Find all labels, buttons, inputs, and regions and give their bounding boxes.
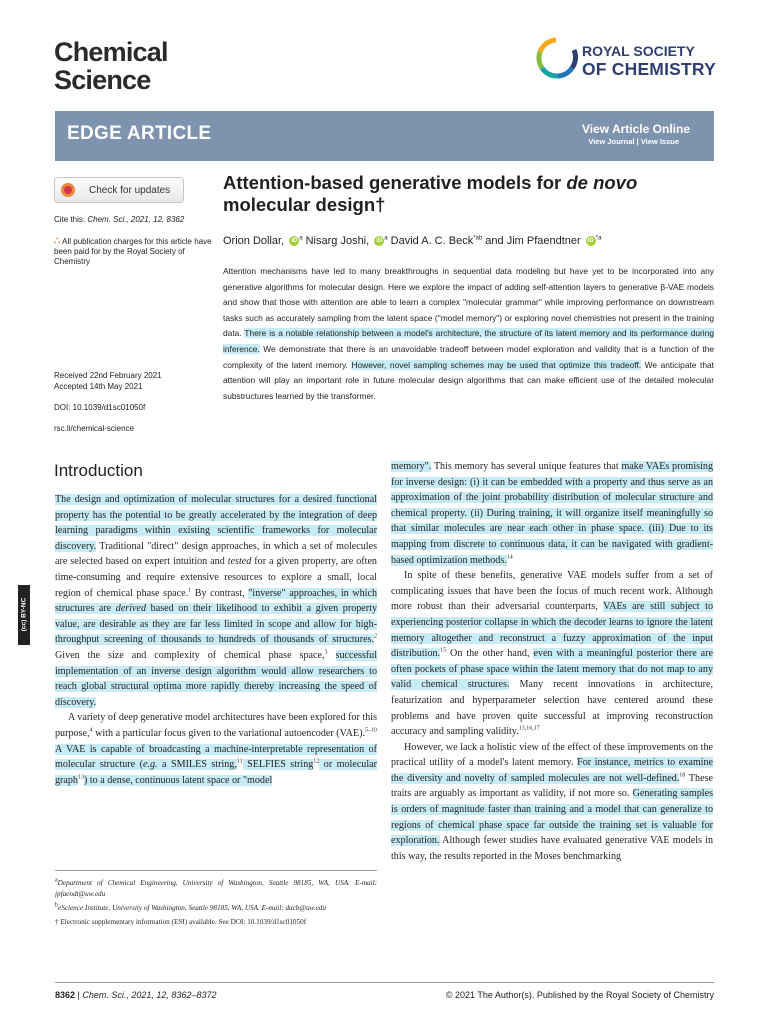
- cite-prefix: Cite this:: [54, 215, 88, 224]
- citation-ref[interactable]: 4: [89, 727, 93, 734]
- citation-ref[interactable]: 11: [236, 758, 243, 765]
- body-text: Given the size and complexity of chemical phase space,: [55, 649, 325, 661]
- article-title: [223, 172, 693, 216]
- highlight: SELFIES string: [242, 759, 314, 771]
- paragraph: [55, 710, 377, 788]
- footnote-text: Department of Chemical Engineering, University of Washington, Seattle 98185, WA, USA. E-mail: jpfaendt@uw.edu: [55, 879, 377, 898]
- citation-ref[interactable]: 2: [374, 633, 377, 640]
- body-text: Although fewer studies have evaluated generative VAE models in this way, the results reported in the Moses benchmarking: [391, 835, 713, 862]
- abstract-highlight: There is a notable relationship between a model's architecture, the structure of its latent memory and its performance during inference.: [223, 328, 714, 354]
- body-text: This memory has several unique features that: [431, 461, 622, 472]
- author-name: Nisarg Joshi,: [305, 235, 370, 247]
- body-text: By contrast,: [191, 587, 249, 599]
- highlight: "inverse" approaches, in which structures are: [55, 587, 378, 615]
- footnote-mark: b: [55, 902, 58, 909]
- cite-this: [54, 215, 184, 225]
- highlight: a SMILES string,: [157, 759, 237, 771]
- paragraph: [55, 492, 377, 710]
- check-for-updates-label: Check for updates: [89, 184, 171, 196]
- body-right-column: [391, 459, 713, 864]
- highlight: make VAEs promising for inverse design: (i) it can be embedded with a property and thus serve as an approximation of the joint probability distribution of molecular structure and chemical property. (ii) During training, it will organize itself meaningfully so that similar molecules are near each other in phase space. (iii) Due to its mapping from discrete to continuous data, it can be navigated with gradient-based optimization methods.: [391, 461, 713, 566]
- author-conjunction: and: [485, 235, 504, 247]
- citation-ref[interactable]: 1: [188, 587, 192, 594]
- citation-ref[interactable]: 12: [313, 758, 320, 765]
- citation-ref[interactable]: 13,16,17: [518, 725, 540, 732]
- title-part1: Attention-based generative models for: [223, 172, 567, 193]
- license-text: (cc) BY-NC: [20, 597, 28, 632]
- citation-ref[interactable]: 18: [679, 772, 686, 779]
- highlight: VAEs are still subject to experiencing posterior collapse in which the decoder learns to ignore the latent memory altogether and reconstruct a fuzzy approximation of the input distribution.: [391, 601, 713, 660]
- paragraph: [391, 568, 713, 740]
- journal-title-line1: Chemical: [54, 37, 168, 67]
- view-issue-link[interactable]: View Issue: [640, 137, 679, 146]
- citation-ref[interactable]: 3: [324, 649, 328, 656]
- received-date: Received 22nd February 2021: [54, 371, 162, 380]
- highlight: based on their likelihood to exhibit a given property value, are desirable as they are far less limited in scope and allow for high-throughput screening of thousands to hundreds of thousands of structures.: [55, 603, 377, 646]
- license-badge[interactable]: [18, 585, 30, 645]
- publisher-line2: OF CHEMISTRY: [582, 59, 716, 79]
- page-number: 8362: [55, 990, 76, 1000]
- footnote-affiliation-b: [55, 903, 377, 914]
- cite-text: Chem. Sci., 2021, 12, 8362: [87, 215, 185, 224]
- paragraph: [391, 459, 713, 568]
- citation-ref[interactable]: 13: [77, 774, 84, 781]
- body-text: Many recent innovations in architecture, featurization and hyperparameter selection have centered around these problems and have proven quite successful at improving reconstruction accuracy and sampling validity.: [391, 679, 713, 738]
- citation-ref[interactable]: 14: [506, 554, 513, 561]
- publisher-line1: ROYAL SOCIETY: [582, 43, 695, 59]
- author-name: Orion Dollar,: [223, 235, 285, 247]
- check-updates-icon: [61, 183, 75, 197]
- title-italic: de novo: [566, 172, 638, 193]
- body-text: with a particular focus given to the variational autoencoder (VAE).: [92, 727, 365, 739]
- article-type: EDGE ARTICLE: [67, 123, 212, 144]
- publisher-name: [582, 42, 716, 78]
- journal-link[interactable]: rsc.li/chemical-science: [54, 424, 135, 433]
- footnote-text: eScience Institute, University of Washington, Seattle 98185, WA, USA. E-mail: dacb@uw.edu: [58, 904, 326, 912]
- abstract-text: We demonstrate that there is an unavoidable tradeoff between model exploration and validity that is a function of the complexity of the latent memory.: [223, 343, 715, 370]
- body-text: These traits are arguably as important as validity, if not more so.: [391, 772, 713, 800]
- highlight: The design and optimization of molecular structures for a desired functional property has the potential to be greatly accelerated by the integration of deep learning paradigms within existing scientific frameworks for molecular discovery.: [55, 494, 377, 552]
- footer-journal-citation: Chem. Sci., 2021, 12, 8362–8372: [82, 990, 217, 1000]
- abstract: [223, 264, 714, 404]
- footer-copyright: © 2021 The Author(s). Published by the Royal Society of Chemistry: [445, 990, 714, 1000]
- highlight-emphasis: derived: [115, 603, 147, 615]
- footer-divider: [55, 982, 714, 983]
- open-access-note: [54, 237, 212, 267]
- footnote-mark: a: [55, 877, 58, 884]
- section-heading-introduction: Introduction: [54, 461, 143, 480]
- highlight: memory".: [391, 461, 432, 472]
- author-affiliation: a: [299, 235, 303, 242]
- abstract-highlight: However, novel sampling schemes may be used that optimize this tradeoff.: [351, 359, 642, 370]
- orcid-icon[interactable]: iD: [291, 238, 298, 245]
- highlight-emphasis: e.g.: [142, 759, 158, 771]
- author-affiliation: *a: [595, 235, 602, 242]
- highlight: successful implementation of an inverse design algorithm would allow researchers to reach global structural optima more rapidly thereby increasing the speed of discovery.: [55, 649, 377, 708]
- body-text: However, we lack a holistic view of the effect of these improvements on the practical utility of a model's latent memory.: [391, 741, 713, 769]
- abstract-text: We anticipate that attention will play an important role in future molecular design algorithms that can make efficient use of the detailed molecular substructures learned by the transformer.: [223, 359, 714, 401]
- author-list: [223, 235, 601, 247]
- journal-title: [54, 38, 168, 94]
- footnotes: [55, 878, 377, 931]
- abstract-text: Attention mechanisms have led to many breakthroughs in sequential data modeling but have yet to be incorporated into any generative algorithms for molecular design. Here we explore the impact of adding self-attention layers to generative β-VAE models and show that those with attention are able to learn a complex "molecular grammar" while improving performance on downstream tasks such as accurately sampling from the latent space ("model memory") or exploring novel chemistries not present in the training data.: [223, 266, 714, 339]
- footnote-divider: [55, 870, 377, 871]
- citation-ref[interactable]: 5–10: [365, 727, 377, 734]
- open-access-text: All publication charges for this article have been paid for by the Royal Society of Chemistry: [54, 237, 212, 266]
- author-name: David A. C. Beck: [390, 235, 474, 247]
- highlight: even with a meaningful posterior there are often pockets of phase space within the latent memory that do not map to any valid chemical structures.: [391, 648, 713, 691]
- body-text: for a given property, are often time-consuming and require extensive resources to explore a small, local region of chemical phase space.: [55, 556, 377, 599]
- body-text: A variety of deep generative model architectures have been explored for this purpose,: [55, 712, 377, 739]
- citation-ref[interactable]: 15: [440, 647, 447, 654]
- accepted-date: Accepted 14th May 2021: [54, 382, 143, 391]
- footer-citation: [55, 990, 216, 1000]
- highlight: Generating samples is orders of magnitude faster than training and a model that can generalize to regions of chemical phase space far outside the training set is valuable for exploration.: [391, 788, 713, 847]
- orcid-icon[interactable]: iD: [587, 238, 594, 245]
- highlight: ) to a dense, continuous latent space or "model: [83, 774, 273, 786]
- journal-title-line2: Science: [54, 65, 151, 95]
- article-type-banner: [55, 111, 714, 161]
- open-access-icon: ∴: [54, 236, 61, 247]
- paragraph: [391, 740, 713, 865]
- link-separator: |: [636, 137, 639, 146]
- author-name: Jim Pfaendtner: [506, 235, 581, 247]
- highlight: A VAE is capable of broadcasting a machine-interpretable representation of molecular structure (: [55, 743, 377, 771]
- body-text: In spite of these benefits, generative VAE models suffer from a set of complicating issues that have been the focus of much recent work. Although more robust than their adversarial counterparts,: [391, 570, 713, 613]
- body-text: On the other hand,: [446, 648, 534, 660]
- highlight: or molecular graph: [55, 759, 378, 786]
- emphasis: tested: [227, 556, 252, 568]
- title-part2: molecular design†: [223, 194, 386, 215]
- author-affiliation: *ab: [473, 235, 483, 242]
- footnote-esi: † Electronic supplementary information (ESI) available. See DOI: 10.1039/d1sc01050f: [55, 918, 307, 926]
- check-for-updates-button[interactable]: [54, 177, 184, 203]
- body-left-column: [55, 492, 377, 788]
- view-article-online-link[interactable]: View Article Online: [581, 122, 690, 136]
- doi[interactable]: DOI: 10.1039/d1sc01050f: [54, 403, 146, 412]
- footnote-affiliation-a: [55, 878, 377, 900]
- footer-separator: |: [75, 990, 83, 1000]
- view-journal-link[interactable]: View Journal: [588, 137, 635, 146]
- orcid-icon[interactable]: iD: [376, 238, 383, 245]
- banner-links: [588, 137, 679, 146]
- author-affiliation: a: [384, 235, 388, 242]
- highlight: For instance, metrics to examine the diversity and novelty of sampled molecules are not well-defined.: [391, 757, 713, 784]
- body-text: Traditional "direct" design approaches, in which a set of molecules are selected based on expert intuition and: [55, 540, 378, 568]
